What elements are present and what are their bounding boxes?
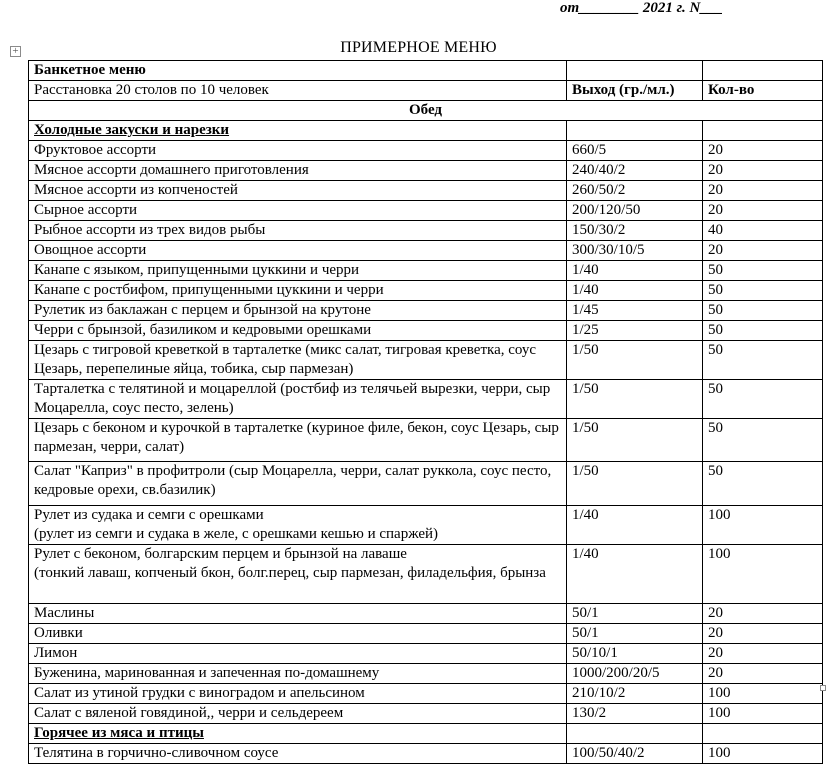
dish-qty-cell: 100 <box>703 684 823 704</box>
table-resize-handle[interactable] <box>820 685 826 691</box>
dish-qty-cell: 100 <box>703 744 823 764</box>
dish-output-cell: 1/50 <box>567 341 703 380</box>
dish-output-cell: 150/30/2 <box>567 221 703 241</box>
dish-output-cell: 130/2 <box>567 704 703 724</box>
dish-output-cell: 100/50/40/2 <box>567 744 703 764</box>
dish-name-cell: Тарталетка с телятиной и моцареллой (ростбиф из телячьей вырезки, черри, сыр Моцарелла, соус песто, зелень) <box>29 380 567 419</box>
dish-output-cell: 1/40 <box>567 281 703 301</box>
table-row <box>29 321 823 341</box>
dish-output-cell: 660/5 <box>567 141 703 161</box>
dish-name-cell: Цезарь с беконом и курочкой в тарталетке (куриное филе, бекон, соус Цезарь, сыр пармезан, черри, салат) <box>29 419 567 462</box>
table-row <box>29 241 823 261</box>
dish-name-cell: Маслины <box>29 604 567 624</box>
dish-name-cell: Мясное ассорти домашнего приготовления <box>29 161 567 181</box>
dish-name-cell: Фруктовое ассорти <box>29 141 567 161</box>
dish-output-cell: 50/1 <box>567 624 703 644</box>
dish-qty-cell: 20 <box>703 181 823 201</box>
dish-output-cell: 1/50 <box>567 462 703 506</box>
dish-name-cell: Салат из утиной грудки с виноградом и апельсином <box>29 684 567 704</box>
dish-name-cell: Канапе с языком, припущенными цуккини и черри <box>29 261 567 281</box>
table-row <box>29 341 823 380</box>
table-row <box>29 101 823 121</box>
dish-name-cell: Канапе с ростбифом, припущенными цуккини и черри <box>29 281 567 301</box>
dish-name-cell: Салат "Каприз" в профитроли (сыр Моцарелла, черри, салат руккола, соус песто, кедровые орехи, св.базилик) <box>29 462 567 506</box>
dish-name-cell: Рыбное ассорти из трех видов рыбы <box>29 221 567 241</box>
dish-output-cell: 1/40 <box>567 506 703 545</box>
dish-qty-cell: 20 <box>703 624 823 644</box>
dish-qty-cell: 20 <box>703 241 823 261</box>
dish-qty-cell: 50 <box>703 261 823 281</box>
table-row <box>29 724 823 744</box>
dish-qty-cell: 50 <box>703 281 823 301</box>
dish-qty-cell: 20 <box>703 161 823 181</box>
table-row <box>29 380 823 419</box>
table-row <box>29 221 823 241</box>
column-header-output: Выход (гр./мл.) <box>567 81 703 101</box>
dish-output-cell: 1/25 <box>567 321 703 341</box>
dish-qty-cell: 50 <box>703 380 823 419</box>
dish-name-cell: Рулет из судака и семги с орешками (рулет из семги и судака в желе, с орешками кешью и спаржей) <box>29 506 567 545</box>
section-heading-cold: Холодные закуски и нарезки <box>29 121 567 141</box>
dish-name-cell: Лимон <box>29 644 567 664</box>
document-title: ПРИМЕРНОЕ МЕНЮ <box>340 39 497 56</box>
dish-name-cell: Рулет с беконом, болгарским перцем и брынзой на лаваше (тонкий лаваш, копченый бкон, болг.перец, сыр пармезан, филадельфия, брынза <box>29 545 567 604</box>
section-heading-hot: Горячее из мяса и птицы <box>29 724 567 744</box>
dish-qty-cell: 100 <box>703 545 823 604</box>
table-row <box>29 201 823 221</box>
table-row <box>29 281 823 301</box>
dish-qty-cell: 50 <box>703 301 823 321</box>
dish-qty-cell: 20 <box>703 604 823 624</box>
dish-output-cell: 1/50 <box>567 380 703 419</box>
table-row <box>29 419 823 462</box>
dish-qty-cell: 50 <box>703 462 823 506</box>
dish-output-cell: 260/50/2 <box>567 181 703 201</box>
dish-name-cell: Оливки <box>29 624 567 644</box>
table-row <box>29 664 823 684</box>
dish-output-cell: 200/120/50 <box>567 201 703 221</box>
dish-qty-cell: 20 <box>703 644 823 664</box>
table-row <box>29 744 823 764</box>
dish-output-cell: 240/40/2 <box>567 161 703 181</box>
document-date-line: от________ 2021 г. N___ <box>560 0 723 16</box>
arrangement-cell: Расстановка 20 столов по 10 человек <box>29 81 567 101</box>
dish-qty-cell: 40 <box>703 221 823 241</box>
dish-qty-cell: 20 <box>703 201 823 221</box>
dish-qty-cell: 50 <box>703 341 823 380</box>
column-header-qty: Кол-во <box>703 81 823 101</box>
dish-output-cell: 50/10/1 <box>567 644 703 664</box>
dish-name-cell: Буженина, маринованная и запеченная по-домашнему <box>29 664 567 684</box>
dish-name-cell: Салат с вяленой говядиной,, черри и сельдереем <box>29 704 567 724</box>
dish-qty-cell: 20 <box>703 664 823 684</box>
table-row <box>29 604 823 624</box>
dish-output-cell: 300/30/10/5 <box>567 241 703 261</box>
dish-name-cell: Телятина в горчично-сливочном соусе <box>29 744 567 764</box>
dish-name-cell: Черри с брынзой, базиликом и кедровыми орешками <box>29 321 567 341</box>
table-row <box>29 462 823 506</box>
dish-qty-cell: 20 <box>703 141 823 161</box>
dish-name-cell: Цезарь с тигровой креветкой в тарталетке (микс салат, тигровая креветка, соус Цезарь, перепелиные яйца, тобика, сыр пармезан) <box>29 341 567 380</box>
dish-output-cell: 1/40 <box>567 261 703 281</box>
table-row <box>29 141 823 161</box>
dish-output-cell: 1000/200/20/5 <box>567 664 703 684</box>
table-row <box>29 81 823 101</box>
dish-output-cell: 50/1 <box>567 604 703 624</box>
dish-output-cell: 1/40 <box>567 545 703 604</box>
dish-qty-cell: 100 <box>703 506 823 545</box>
dish-name-cell: Сырное ассорти <box>29 201 567 221</box>
table-move-handle-icon[interactable]: + <box>10 46 21 57</box>
table-row <box>29 624 823 644</box>
dish-output-cell: 210/10/2 <box>567 684 703 704</box>
table-row <box>29 61 823 81</box>
dish-name-cell: Рулетик из баклажан с перцем и брынзой на крутоне <box>29 301 567 321</box>
table-row <box>29 704 823 724</box>
dish-output-cell: 1/50 <box>567 419 703 462</box>
table-row <box>29 684 823 704</box>
table-row <box>29 301 823 321</box>
table-row <box>29 545 823 604</box>
dish-output-cell: 1/45 <box>567 301 703 321</box>
table-row <box>29 644 823 664</box>
menu-table <box>28 60 823 764</box>
meal-heading: Обед <box>29 101 823 121</box>
table-row <box>29 181 823 201</box>
banquet-label: Банкетное меню <box>29 61 567 81</box>
table-row <box>29 161 823 181</box>
table-row <box>29 121 823 141</box>
dish-name-cell: Мясное ассорти из копченостей <box>29 181 567 201</box>
dish-qty-cell: 50 <box>703 321 823 341</box>
dish-qty-cell: 50 <box>703 419 823 462</box>
dish-name-cell: Овощное ассорти <box>29 241 567 261</box>
dish-qty-cell: 100 <box>703 704 823 724</box>
table-row <box>29 261 823 281</box>
table-row <box>29 506 823 545</box>
